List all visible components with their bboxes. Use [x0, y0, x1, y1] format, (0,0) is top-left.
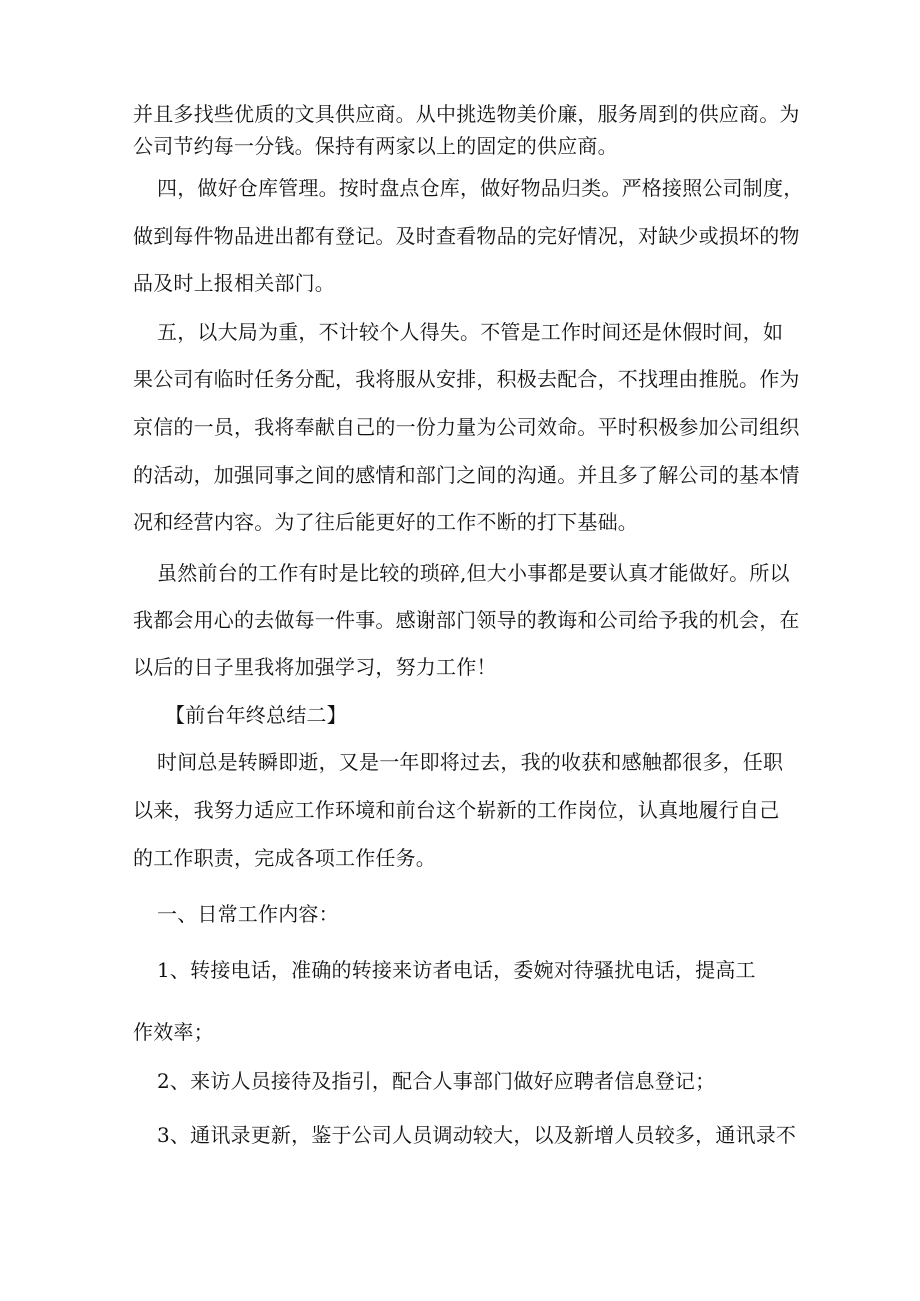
text-line: 以来，我努力适应工作环境和前台这个崭新的工作岗位，认真地履行自己 [133, 798, 780, 822]
text-line: 的工作职责，完成各项工作任务。 [133, 846, 436, 870]
text-line: 做到每件物品进出都有登记。及时查看物品的完好情况，对缺少或损坏的物 [133, 224, 800, 248]
text-line: 3、通讯录更新，鉴于公司人员调动较大，以及新增人员较多，通讯录不 [157, 1123, 797, 1147]
text-line: 以后的日子里我将加强学习，努力工作！ [133, 655, 497, 679]
text-line: 五，以大局为重，不计较个人得失。不管是工作时间还是休假时间，如 [157, 320, 784, 344]
text-line: 的活动，加强同事之间的感情和部门之间的沟通。并且多了解公司的基本情 [133, 463, 800, 487]
text-line: 作效率； [133, 1020, 214, 1044]
text-line: 四，做好仓库管理。按时盘点仓库，做好物品归类。严格接照公司制度， [157, 176, 804, 200]
text-line: 我都会用心的去做每一件事。感谢部门领导的教诲和公司给予我的机会，在 [133, 608, 800, 632]
text-line: 2、来访人员接待及指引，配合人事部门做好应聘者信息登记； [157, 1069, 716, 1093]
section-title: 【前台年终总结二】 [165, 703, 347, 727]
text-line: 品及时上报相关部门。 [133, 271, 335, 295]
text-line: 公司节约每一分钱。保持有两家以上的固定的供应商。 [133, 134, 618, 158]
text-line: 况和经营内容。为了往后能更好的工作不断的打下基础。 [133, 510, 638, 534]
text-line: 京信的一员，我将奉献自己的一份力量为公司效命。平时积极参加公司组织 [133, 415, 800, 439]
text-line: 果公司有临时任务分配，我将服从安排，积极去配合，不找理由推脱。作为 [133, 367, 800, 391]
text-line: 1、转接电话，准确的转接来访者电话，委婉对待骚扰电话，提高工 [157, 958, 756, 982]
text-line: 并且多找些优质的文具供应商。从中挑选物美价廉，服务周到的供应商。为 [133, 102, 800, 126]
text-line: 虽然前台的工作有时是比较的琐碎,但大小事都是要认真才能做好。所以 [157, 561, 790, 585]
subheading: 一、日常工作内容： [157, 902, 339, 926]
text-line: 时间总是转瞬即逝，又是一年即将过去，我的收获和感触都很多，任职 [157, 750, 784, 774]
